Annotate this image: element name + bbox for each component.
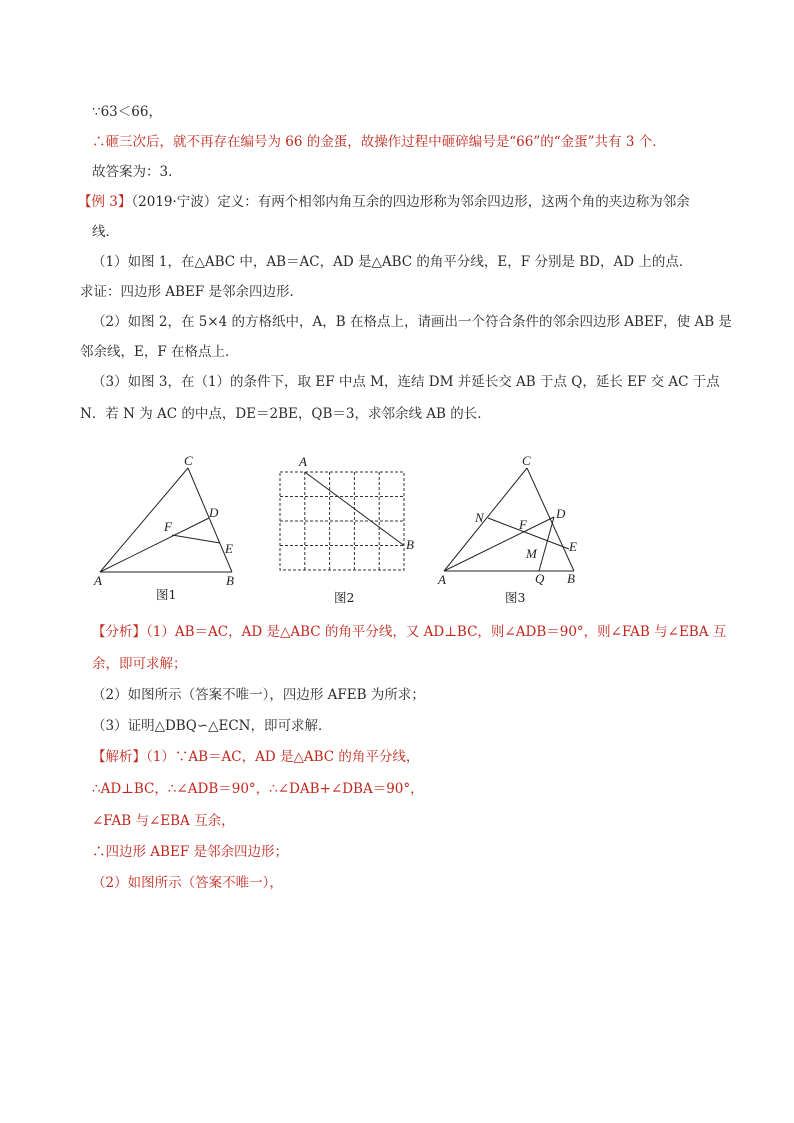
text-line: 线． [92, 224, 119, 240]
analysis-heading [92, 623, 726, 641]
label-B: B [226, 573, 234, 588]
text-line: （2）如图所示（答案不唯一），四边形 AFEB 为所求； [92, 687, 425, 703]
text-line: ∴四边形 ABEF 是邻余四边形； [92, 844, 288, 860]
segment-DQ [539, 517, 554, 571]
text-line: 求证：四边形 ABEF 是邻余四边形． [80, 284, 303, 300]
figure-1-caption: 图1 [156, 587, 177, 602]
text-line: 余，即可求解； [92, 656, 187, 672]
figure-1-diagram [92, 455, 242, 595]
text-line: 故答案为：3． [92, 164, 182, 180]
text-line: ∵63＜66， [92, 104, 162, 120]
text-line: ∴AD⊥BC，∴∠ADB＝90°，∴∠DAB+∠DBA＝90°， [92, 781, 424, 797]
example-definition: （2019·宁波）定义：有两个相邻内角互余的四边形称为邻余四边形，这两个角的夹边称为邻余 [131, 194, 690, 210]
text-line: （3）证明△DBQ∽△ECN，即可求解． [92, 718, 332, 734]
segment-AC [444, 468, 527, 571]
text-line: ∠FAB 与∠EBA 互余， [92, 813, 235, 829]
solution-text: （1）∵AB＝AC，AD 是△ABC 的角平分线， [146, 749, 420, 765]
example-tag: 【例 3】 [78, 194, 132, 210]
figure-3-caption: 图3 [505, 590, 526, 605]
example-heading [78, 193, 690, 211]
text-line: （1）如图 1，在△ABC 中，AB＝AC，AD 是△ABC 的角平分线，E，F 分别是 BD，AD 上的点． [92, 254, 693, 270]
label-F: F [164, 519, 172, 534]
text-line: （2）如图所示（答案不唯一）， [92, 875, 283, 891]
figure-2-caption: 图2 [334, 590, 355, 605]
text-line: N．若 N 为 AC 的中点，DE＝2BE，QB＝3，求邻余线 AB 的长． [80, 406, 491, 422]
figure-3-diagram [436, 450, 586, 592]
text-line: （2）如图 2，在 5×4 的方格纸中，A，B 在格点上，请画出一个符合条件的邻余四边形 ABEF，使 AB 是 [92, 314, 732, 330]
label-E: E [569, 539, 577, 554]
solution-heading [92, 748, 419, 766]
label-N: N [475, 510, 484, 525]
analysis-text: （1）AB＝AC，AD 是△ABC 的角平分线，又 AD⊥BC，则∠ADB＝90°，则∠FAB 与∠EBA 互 [146, 624, 727, 640]
label-D: D [556, 506, 566, 521]
solution-tag: 【解析】 [92, 749, 146, 765]
segment-AD [444, 517, 554, 571]
label-C: C [184, 455, 193, 468]
label-E: E [225, 541, 233, 556]
text-line: 邻余线，E，F 在格点上． [80, 344, 239, 360]
analysis-tag: 【分析】 [92, 624, 146, 640]
label-C: C [522, 453, 531, 468]
label-D: D [209, 505, 219, 520]
label-B: B [567, 571, 575, 586]
figure-2 [272, 452, 422, 582]
segment-CB [188, 468, 232, 572]
label-A: A [299, 454, 307, 469]
label-A: A [438, 572, 446, 587]
figure-1 [92, 455, 242, 595]
label-Q: Q [535, 571, 545, 586]
segment-AC [100, 468, 188, 572]
figure-3 [436, 450, 586, 592]
text-line: ∴砸三次后，就不再存在编号为 66 的金蛋，故操作过程中砸碎编号是“66”的“金蛋”共有 3 个． [92, 134, 666, 150]
label-B: B [406, 537, 414, 552]
label-F: F [519, 517, 527, 532]
label-A: A [94, 573, 102, 588]
segment-FE [172, 535, 220, 543]
label-M: M [526, 546, 537, 561]
segment-AD [100, 518, 209, 572]
figure-2-grid [272, 452, 422, 582]
text-line: （3）如图 3，在（1）的条件下，取 EF 中点 M，连结 DM 并延长交 AB 于点 Q，延长 EF 交 AC 于点 [92, 374, 720, 390]
